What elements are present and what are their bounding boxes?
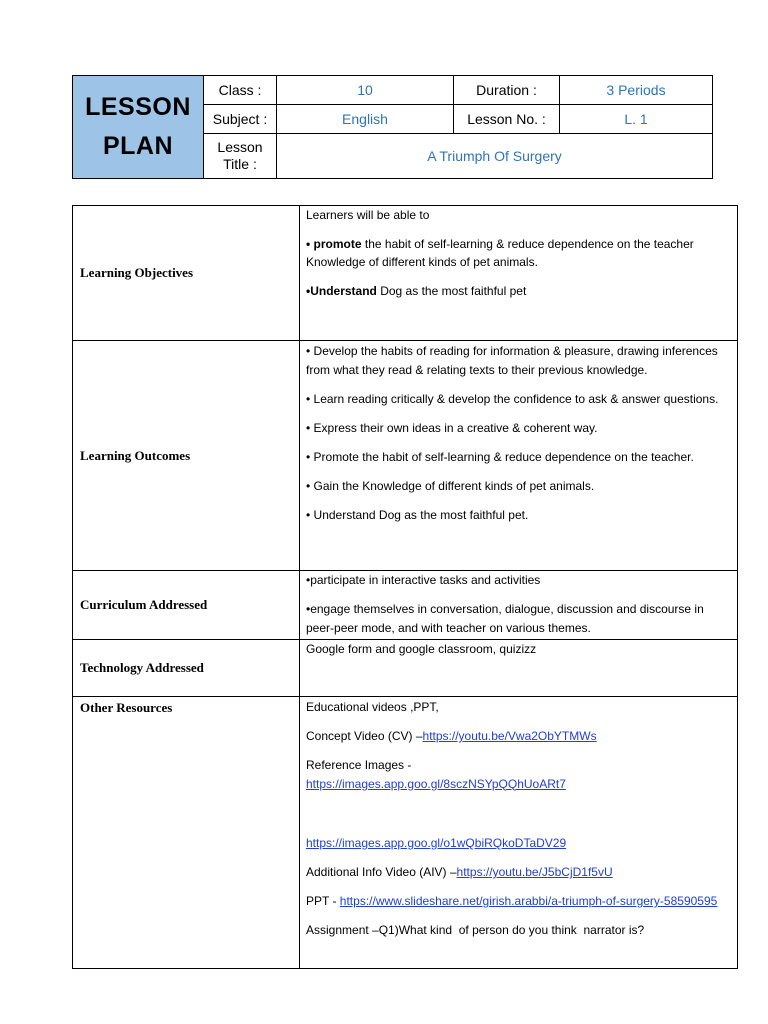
concept-video-prefix: Concept Video (CV) – [306,729,423,743]
curriculum-content [300,571,738,640]
lesson-details-table [72,205,738,969]
outcome-item: • Promote the habit of self-learning & reduce dependence on the teacher. [306,449,694,464]
reference-images-line [306,756,729,793]
duration-value: 3 Periods [560,76,713,105]
ppt-prefix: PPT - [306,894,340,908]
reference-image-link-line [306,834,729,853]
lesson-title-value: A Triumph Of Surgery [277,134,713,179]
subject-value: English [277,105,454,134]
outcome-item: • Develop the habits of reading for information & pleasure, drawing inferences from what they read & relating texts to their previous knowledge. [306,344,718,377]
technology-content [300,640,738,697]
class-value: 10 [277,76,454,105]
ppt-line [306,892,729,911]
lesson-title-label [204,134,277,179]
reference-image-link[interactable]: https://images.app.goo.gl/o1wQbiRQkoDTaDV29 [306,836,567,850]
duration-label: Duration : [454,76,560,105]
curriculum-row [73,571,738,640]
lesson-title-label-line1: Lesson [217,139,263,155]
curriculum-item: •engage themselves in conversation, dialogue, discussion and discourse in peer-peer mode, and with teacher on various themes. [306,602,704,635]
technology-row [73,640,738,697]
lesson-plan-logo [73,76,204,179]
concept-video-line [306,727,729,746]
logo-line-2: PLAN [102,132,174,160]
objective-item [306,282,729,301]
logo-line-1: LESSON [85,93,191,121]
resources-row [73,697,738,969]
assignment-line: Assignment –Q1)What kind of person do you think narrator is? [306,923,645,937]
technology-heading: Technology Addressed [73,640,300,697]
lesson-no-label: Lesson No. : [454,105,560,134]
outcomes-heading: Learning Outcomes [73,341,300,571]
concept-video-link[interactable]: https://youtu.be/Vwa2ObYTMWs [422,729,597,743]
technology-text: Google form and google classroom, quizizz [306,642,537,656]
resources-content [300,697,738,969]
lesson-header-table [72,75,713,179]
subject-label: Subject : [204,105,277,134]
objectives-row [73,206,738,341]
reference-image-link[interactable]: https://images.app.goo.gl/8sczNSYpQQhUoARt7 [306,776,566,791]
class-label: Class : [204,76,277,105]
outcomes-content [300,341,738,571]
additional-video-line [306,863,729,882]
objective-item [306,235,729,272]
outcome-item: • Understand Dog as the most faithful pet. [306,507,529,522]
outcome-item: • Learn reading critically & develop the confidence to ask & answer questions. [306,391,719,406]
additional-video-link[interactable]: https://youtu.be/J5bCjD1f5vU [456,865,613,879]
additional-video-prefix: Additional Info Video (AIV) – [306,865,457,879]
lesson-title-label-line2: Title : [223,156,257,172]
resources-heading: Other Resources [73,697,300,969]
objective-item-text: Dog as the most faithful pet [376,284,527,298]
outcome-item: • Express their own ideas in a creative & coherent way. [306,420,598,435]
objectives-intro: Learners will be able to [306,208,430,222]
ppt-link[interactable]: https://www.slideshare.net/girish.arabbi/a-triumph-of-surgery-58590595 [339,894,718,908]
curriculum-heading: Curriculum Addressed [73,571,300,640]
lesson-no-value: L. 1 [560,105,713,134]
resources-line: Educational videos ,PPT, [306,700,439,714]
objective-item-bold: •Understand [306,284,377,298]
objective-item-text: the habit of self-learning & reduce dependence on the teacher Knowledge of different kinds of pet animals. [306,236,694,269]
reference-images-prefix: Reference Images - [306,758,412,772]
objectives-heading: Learning Objectives [73,206,300,341]
outcome-item: • Gain the Knowledge of different kinds of pet animals. [306,478,595,493]
curriculum-item: •participate in interactive tasks and activities [306,573,541,587]
objectives-content [300,206,738,341]
objective-item-bold: • promote [306,236,362,251]
outcomes-row [73,341,738,571]
